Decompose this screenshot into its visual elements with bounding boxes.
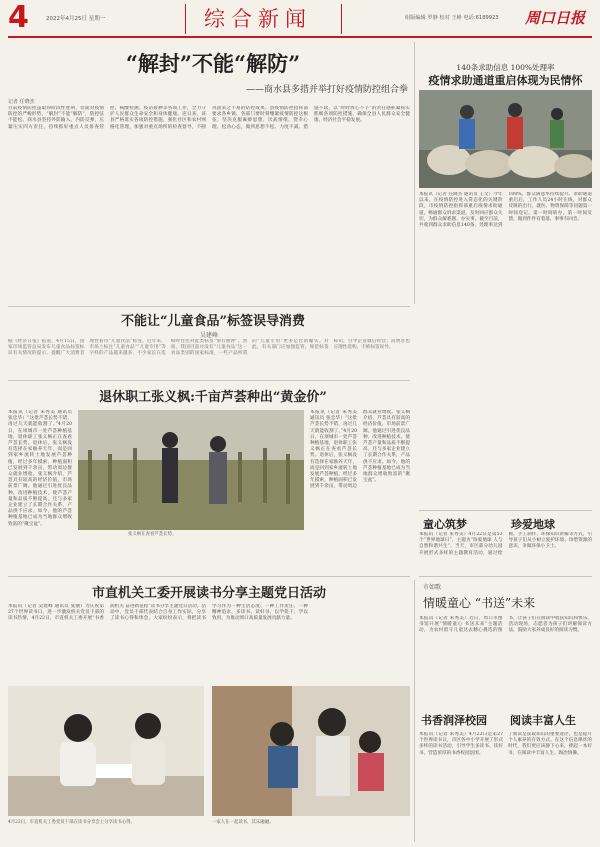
article-luhui-title: 退休职工张义枫:千亩芦荟种出“黄金价” [99,390,327,405]
article-shusong-body: 本报讯（记者 朱秀美）近日，周口市图书馆开展“情暖童心 书送未来”主题活动，为农村留守儿童送去精心挑选的图书，让孩子们在阅读中收获知识和快乐。活动现场，志愿者为孩子们讲解阅读方法，鼓励大家养成良好的阅读习惯。 [419,616,592,634]
divider-h-right1 [419,510,592,511]
editor-line: 组版编辑 罗静 校对 王峥 电话:6189923 [405,15,499,21]
article-luhui-body: 本报讯（记者 朱秀美 通讯员 张忠华）“这批芦荟长势不错，再过几天就能收割了。”4月20日，在项城市一处芦荟种植基地，退休职工张义枫正在查看芦荟长势。退休后，张义枫没有选择在家颐养天年，而是回到家乡流转土地发展芦荟种植，经过多年摸索，种植面积已发展到千余亩，带动周边群众就业增收。张义枫介绍，芦荟具有较高的经济价值，市场前景广阔。他通过引进优良品种、改进种植技术，使芦荟产量和品质不断提高，还与多家企业建立了长期合作关系，产品供不应求。如今，他的芦荟种植基地已成为当地群众增收致富的“聚宝盆”。 [8,410,72,527]
article-ertong [8,310,410,378]
article-diqiu [419,514,592,574]
article-dushu [8,580,410,842]
divider-h2 [8,380,410,381]
article-diqiu-title2: 珍爱地球 [511,518,555,531]
article-luhui-body-right: 本报讯（记者 朱秀美 通讯员 张忠华）“这批芦荟长势不错，再过几天就能收割了。”4月20日，在项城市一处芦荟种植基地，退休职工张义枫正在查看芦荟长势。退休后，张义枫没有选择在家颐养天年，而是回到家乡流转土地发展芦荟种植，经过多年摸索，种植面积已发展到千余亩，带动周边群众就业增收。张义枫介绍，芦荟具有较高的经济价值，市场前景广阔。他通过引进优良品种、改进种植技术，使芦荟产量和品质不断提高，还与多家企业建立了长期合作关系，产品供不应求。如今，他的芦荟种植基地已成为当地群众增收致富的“聚宝盆”。 [310,410,410,490]
column-tag: 市如歌 [423,584,442,591]
photo-reading-caption1: 4月22日，市直机关工委党员干部在读书分享会上分享读书心得。 [8,820,135,825]
photo-reading-woman [8,686,204,816]
article-jiefeng [8,42,410,304]
article-qiuzhu [419,42,592,508]
article-yuedu-title: 阅读丰富人生 [510,714,576,727]
article-jiefeng-subtitle: ——商水县多措并举打好疫情防控组合拳 [245,85,408,95]
divider-v1 [414,42,415,304]
article-jiefeng-title: “解封”不能“解防” [125,51,301,76]
article-jiefeng-body: 目前疫情防控虽取得阶段性胜利，但面对疫情防控的严峻形势，“解封”不能“解防”，防控弦不能松。商水县坚持外防输入、内防反弹，压紧压实四方责任，持续抓好重点人员排查管控、核酸检测、疫苗接种等各项工作，全力守护人民群众生命安全和身体健康。连日来，该县严格落实各项防控措施，强化社区和农村网格化管理，加强对重点场所的检查督导，不断巩固来之不易的防控成果。县疫情防控指挥部要求各乡镇、各部门要时刻绷紧疫情防控这根弦，坚决克服麻痹思想、厌战情绪、侥幸心理、松劲心态，做到思想不松、力度不减、措施不软，以“时时放心不下”的责任感抓紧抓实抓细各项防控措施，确保全县人民群众安全健康、经济社会平稳发展。 [8,106,410,130]
article-yuedu [508,712,592,842]
article-ertong-body: 据《经济日报》报道，4月15日，国家市场监管总局发布儿童食品标签标识有关情况的提示，提醒广大消费者理性看待“儿童食品”标签。近年来，市场上标注“儿童食品”“儿童专用”等字样的产品越来越多，不少家长在选购时往往对此类标签“情有独钟”。然而，我国目前并没有“儿童食品”这一食品类别的国家标准，一些产品所谓的“儿童专用”更多是营销噱头。对此，有关部门应加强监管，规范标签标识，引导企业诚信经营；消费者也应理性选购，不被标签误导。 [8,339,410,357]
article-diqiu-title: 童心筑梦 [423,518,467,531]
article-shuxiang [419,712,503,842]
article-ertong-title: 不能让“儿童食品”标签误导消费 [121,314,305,329]
article-shusong-title: 情暖童心 “书送”未来 [423,596,536,610]
article-ertong-byline: 吴建峰 [199,332,218,339]
photo-family-reading [212,686,410,816]
photo-reading-caption2: 一家人在一起读书，其乐融融。 [212,820,274,825]
article-qiuzhu-intro: 140条求助信息 100%处理率 [456,63,555,72]
photo-aloe-field [78,410,304,530]
divider-v2 [414,580,415,842]
issue-date: 2022年4月25日 星期一 [46,16,106,22]
article-luhui [8,384,410,554]
divider-h3 [8,576,410,577]
article-qiuzhu-body: 本报讯（记者 任晓杰 通讯员 王文）今年以来，在疫情防控进入常态化的关键阶段，市疫情防控指挥部重启疫情求助通道，畅通群众诉求渠道，及时回应群众关切，为群众解难题、办实事。截至目前，共收到群众求助信息140条，处理率达到100%，群众满意率持续提升。求助通道重启后，工作人员24小时在线，对群众反映的出行、就医、物资保障等问题第一时间登记、第一时间转办、第一时间反馈，做到件件有着落、事事有回音。 [419,192,592,229]
article-diqiu-body: 本报讯（记者 朱秀美）4月22日是第53个“世界地球日”，主题为“珍爱地球 人与自然和谐共生”。当天，市区部分幼儿园开展形式多样的主题教育活动，通过绘画、手工制作、环保知识讲解等方式，引导孩子们从小树立爱护环境、珍惜资源的意识，争做环保小卫士。 [419,532,592,556]
photo-aloe-caption: 张义枫在查看芦荟长势。 [128,532,177,537]
article-shusong [419,580,592,704]
photo-volunteers-packing [419,90,592,188]
section-label: 综合新闻 [204,7,312,31]
article-dushu-body: 本报讯（记者 吴建峰 通讯员 张丽）为庆祝第27个世界读书日，进一步激发机关党员干部的读书热情，4月22日，市直机关工委开展“书香润机关 奋进新征程”读书分享主题党日活动。活动中，党员干部代表结合自身工作实际，分享了读书心得和体会，大家纷纷表示，将把读书学习作为一种生活态度、一种工作责任、一种精神追求，多读书、读好书，以学促干、学以致用，为推动周口高质量发展贡献力量。 [8,604,308,622]
masthead-rule [8,36,592,38]
divider-h1 [8,306,410,307]
section-label-box [185,4,342,34]
masthead [0,0,600,40]
page-number: 4 [8,0,29,35]
article-yuedu-body: 了阅读是获取知识的重要途径，也是提升个人素养的有效方式。在这个信息爆炸的时代，我们更应该静下心来，捧起一本好书，在阅读中丰富人生、陶冶情操。 [508,732,592,756]
article-jiefeng-byline: 记者 任晓杰 [8,99,35,105]
article-dushu-title: 市直机关工委开展读书分享主题党日活动 [91,586,326,601]
paper-logo: 周口日报 [525,9,586,27]
divider-h-right2 [419,576,592,577]
article-shuxiang-body: 本报讯（记者 朱秀美）4月23日是第27个世界读书日，市区各中小学开展了形式多样的读书活动，引导学生多读书、读好书，营造浓厚的书香校园氛围。 [419,732,503,756]
article-luhui-body-left [8,410,72,550]
article-qiuzhu-title: 疫情求助通道重启体现为民情怀 [428,74,583,87]
article-shuxiang-title: 书香润泽校园 [421,714,487,727]
